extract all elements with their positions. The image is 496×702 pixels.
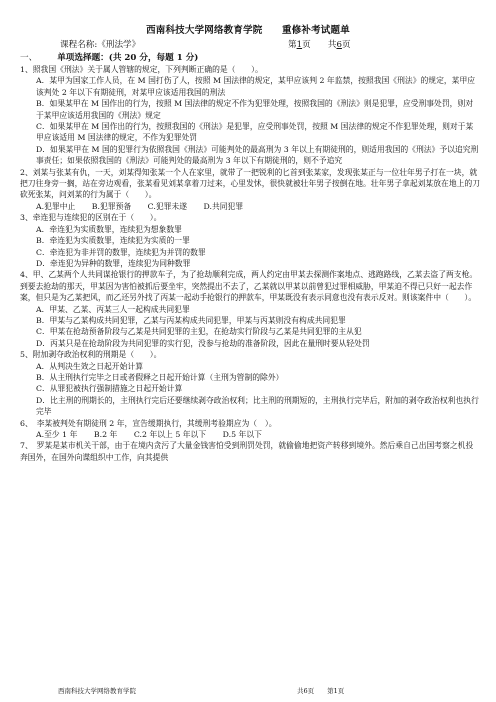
page-total: 6 xyxy=(336,40,342,50)
document-title xyxy=(0,22,496,36)
question-6 xyxy=(20,418,480,441)
question-4 xyxy=(20,269,480,349)
page-indicator xyxy=(288,38,351,50)
page-number: 1 xyxy=(296,40,303,50)
option-d: D．比主刑的刑期长的，主刑执行完后还要继续剥夺政治权利；比主刑的刑期短的，主刑执行完毕后，附加的剥夺政治权利也执行完毕 xyxy=(36,395,479,417)
question-stem: 3、牵连犯与连续犯的区别在于（ ）。 xyxy=(20,213,162,223)
option-d: D.共同犯罪 xyxy=(203,201,244,211)
question-stem: 7、 罗某是某市机关干部，由于在境内贪污了大量金钱害怕受到刑罚处罚，就偷偷地把资产转移到境外。然后乘自己出国考察之机投奔国外，在国外向谍组织中工作，向其提供 xyxy=(20,441,474,462)
page-suffix: 页 xyxy=(341,40,351,50)
option-b: B.2 年 xyxy=(93,430,118,439)
option-c: C.2 年以上 5 年以下 xyxy=(133,430,207,439)
option-a: A．牵连犯为实质数罪，连续犯为想象数罪 xyxy=(36,224,182,234)
option-a: A．某甲为国家工作人员，在 M 国打伤了人，按照 M 国法律的规定，某甲应该判 2 年监禁，按照我国《刑法》的规定，某甲应该判处 2 年以下有期徒刑，对某甲应该适用我国的刑法 xyxy=(36,76,476,97)
question-5 xyxy=(20,349,480,417)
page-prefix: 第 xyxy=(288,40,297,50)
question-stem: 4、甲、乙某两个人共同谋抢银行的押款车子，为了抢劫顺利完成，两人约定由甲某去探测作案地点、逃跑路线，乙某去盗了两支枪。到要去抢劫的那天，甲某因为害怕被抓后要坐牢，突然提出不去了，乙某就以甲某以前曾犯过罪相威胁，甲某迫不得已只好一起去作案，但只是为乙某把风，而乙还另外找了丙某一起动手抢银行的押款车，甲某既没有表示同意也没有表示反对。则该案件中（ ）。 xyxy=(20,270,478,303)
page-mid: 页 共 xyxy=(302,40,337,50)
school-name: 西南科技大学网络教育学院 xyxy=(146,25,263,36)
course-name: 课程名称:《刑法学》 xyxy=(60,40,141,50)
questions-list xyxy=(20,64,480,463)
option-b: B．从主刑执行完毕之日或者假释之日起开始计算（主刑为管制的除外） xyxy=(36,372,284,382)
option-d: D．牵连犯为异种的数罪，连续犯为同种数罪 xyxy=(36,258,191,268)
option-b: B．如果某甲在 M 国作出的行为，按照 M 国法律的规定不作为犯罪处理，按照我国的《刑法》则是犯罪，应受刑事处罚，则对于某甲应该适用我国的《刑法》规定 xyxy=(36,99,474,120)
option-b: B．牵连犯为实质数罪，连续犯为实质的一罪 xyxy=(36,236,190,246)
option-d: D．丙某只是在抢劫阶段为共同犯罪的实行犯，没参与抢劫的准备阶段，因此在量刑时要从轻处罚 xyxy=(36,338,370,348)
option-a: A.至少 1 年 xyxy=(36,430,78,439)
section-title: 单项选择题：(共 20 分，每题 1 分) xyxy=(57,53,199,63)
option-d: D.5 年以下 xyxy=(222,430,262,439)
question-stem: 1、照我国《刑法》关于属人管辖的规定，下列判断正确的是（ ）。 xyxy=(20,65,263,74)
question-stem: 6、 李某被判处有期徒刑 2 年，宣告缓期执行，其缓刑考验期应为（ ）。 xyxy=(20,418,277,428)
question-3 xyxy=(20,212,480,269)
question-stem: 5、附加剥夺政治权利的刑期是（ ）。 xyxy=(20,350,162,360)
option-b: B.犯罪预备 xyxy=(91,201,132,211)
section-number: 一、 xyxy=(20,53,38,63)
option-b: B．甲某与乙某构成共同犯罪，乙某与丙某构成共同犯罪，甲某与丙某则没有构成共同犯罪 xyxy=(36,315,346,325)
footer-school: 西南科技大学网络教育学院 xyxy=(58,687,136,695)
question-7 xyxy=(20,440,480,463)
option-c: C．如果某甲在 M 国作出的行为，按照我国的《刑法》是犯罪，应受刑事处罚，按照 M 国法律的规定不作犯罪处理，则对于某甲应该适用 M 国法律的规定，不作为犯罪处罚 xyxy=(36,122,474,143)
option-c: C．牵连犯为非并罚的数罪，连续犯为并罚的数罪 xyxy=(36,247,206,257)
exam-title: 重修补考试题单 xyxy=(282,25,350,36)
option-c: C．甲某在抢劫预备阶段与乙某是共同犯罪的主犯，在抢劫实行阶段与乙某是共同犯罪的主从犯 xyxy=(36,327,362,337)
option-c: C.犯罪未遂 xyxy=(147,201,188,211)
question-1 xyxy=(20,64,480,167)
question-stem: 2、刘某与张某有仇，一天，刘某得知张某一个人在家里，就带了一把锐利的匕首到张某家，发现张某正与一位壮年男子打在一块，就把刀往身旁一搁，站在旁边观看，张某看见刘某拿着刀过来，心里发怵，很快就被壮年男子按倒在地。壮年男子拿起刘某放在地上的刀砍死张某，问刘某的行为属于（ ）。 xyxy=(20,167,481,200)
option-row xyxy=(20,201,480,212)
section-heading xyxy=(20,51,198,63)
option-a: A．从判决生效之日起开始计算 xyxy=(36,361,143,371)
option-c: C．从罪犯被执行强制措施之日起开始计算 xyxy=(36,384,183,394)
footer-page-count: 共6页 第1页 xyxy=(297,687,345,695)
option-a: A.犯罪中止 xyxy=(36,201,76,211)
option-d: D．如果某甲在 M 国的犯罪行为依照我国《刑法》可能判处的最高刑为 3 年以上有期徒刑的，则适用我国的《刑法》予以追究刑事责任；如果依照我国的《刑法》可能判处的最高刑为 3 年以下有期徒刑的，则不予追究 xyxy=(36,144,479,166)
option-row xyxy=(20,429,480,440)
question-2 xyxy=(20,167,480,213)
option-a: A．甲某、乙某、丙某三人一起构成共同犯罪 xyxy=(36,304,190,314)
